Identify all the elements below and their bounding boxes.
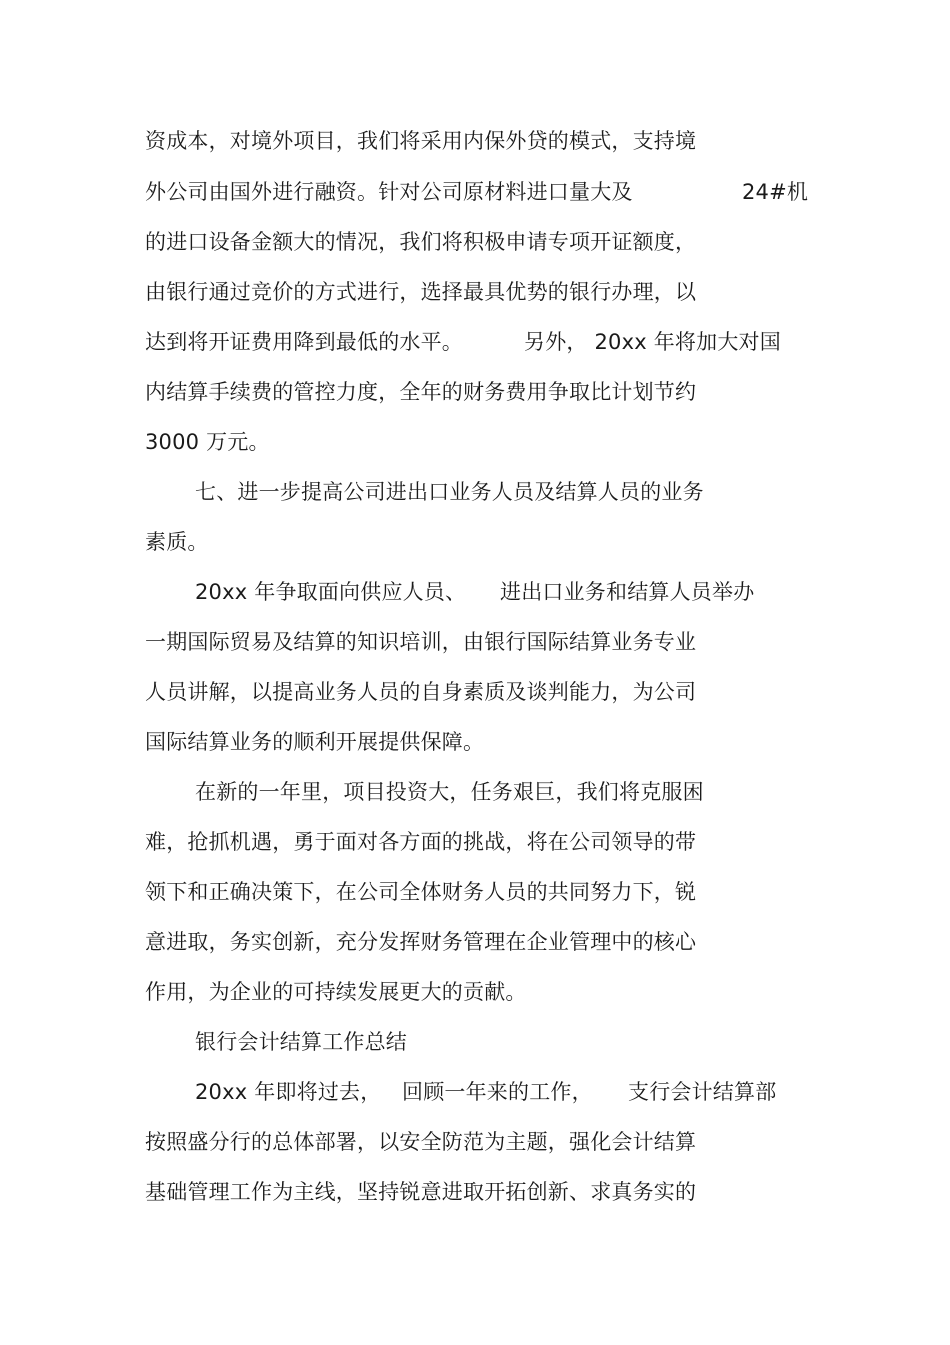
text-line: 一期国际贸易及结算的知识培训，由银行国际结算业务专业 [145,630,697,654]
text-line: 达到将开证费用降到最低的水平。 [145,330,463,354]
text-line: 的进口设备金额大的情况，我们将积极申请专项开证额度， [145,230,697,254]
text-line: 由银行通过竞价的方式进行，选择最具优势的银行办理，以 [145,280,697,304]
text-line: 基础管理工作为主线，坚持锐意进取开拓创新、求真务实的 [145,1180,697,1204]
text-line-segment: 进出口业务和结算人员举办 [500,580,755,604]
text-line: 意进取，务实创新，充分发挥财务管理在企业管理中的核心 [145,930,697,954]
text-line: 在新的一年里，项目投资大，任务艰巨，我们将克服困 [195,780,704,804]
text-line: 领下和正确决策下，在公司全体财务人员的共同努力下，锐 [145,880,697,904]
text-line: 3000 万元。 [145,430,270,454]
text-line: 国际结算业务的顺利开展提供保障。 [145,730,485,754]
document-title: 银行会计结算工作总结 [195,1030,407,1054]
text-line: 难，抢抓机遇，勇于面对各方面的挑战，将在公司领导的带 [145,830,697,854]
text-line: 20xx 年争取面向供应人员、 [195,580,467,604]
text-line: 外公司由国外进行融资。针对公司原材料进口量大及 [145,180,633,204]
text-line: 20xx 年即将过去， [195,1080,382,1104]
text-line: 作用，为企业的可持续发展更大的贡献。 [145,980,527,1004]
text-line-segment: 支行会计结算部 [628,1080,777,1104]
section-heading: 七、进一步提高公司进出口业务人员及结算人员的业务 [195,480,704,504]
text-line: 按照盛分行的总体部署，以安全防范为主题，强化会计结算 [145,1130,697,1154]
text-line: 资成本，对境外项目，我们将采用内保外贷的模式，支持境 [145,129,697,153]
text-line-segment: 另外， 20xx 年将加大对国 [524,330,781,354]
text-line: 素质。 [145,530,209,554]
text-line: 人员讲解，以提高业务人员的自身素质及谈判能力，为公司 [145,680,697,704]
text-line: 内结算手续费的管控力度，全年的财务费用争取比计划节约 [145,380,697,404]
text-line-segment: 24#机 [742,180,809,204]
text-line-segment: 回顾一年来的工作， [402,1080,593,1104]
